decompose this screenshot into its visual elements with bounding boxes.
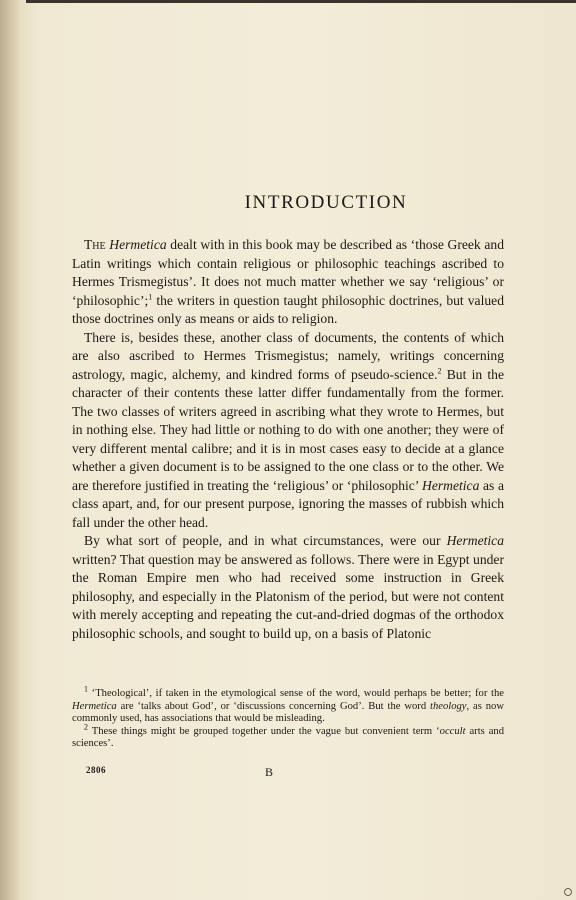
text-run: are ‘talks about God’, or ‘discussions concerning God’. But the word	[116, 700, 431, 712]
paragraph-3	[72, 532, 504, 643]
footnote-2	[72, 722, 504, 751]
footnote-marker: 1	[84, 684, 88, 694]
footnote-marker: 1	[148, 291, 153, 301]
footnote-marker: 2	[437, 365, 442, 375]
footnotes	[72, 684, 505, 751]
text-run: There is, besides these, another class of documents, the contents of which are also ascribed to Hermes Trismegistus; namely, writings concerning astrology, magic, alchemy, and kindred forms of pseudo-science.	[72, 329, 504, 382]
printer-number: 2806	[86, 765, 106, 775]
paragraph-2	[72, 329, 504, 533]
text-run: Hermetica	[446, 533, 504, 548]
text-run: Hermetica	[422, 477, 480, 493]
text-run: , as now commonly used, has associations that would be misleading.	[72, 700, 505, 725]
text-run: ‘Theological’, if taken in the etymological sense of the word, would perhaps be better; for the	[88, 688, 504, 699]
text-run: theology	[430, 700, 467, 712]
text-run: the writers in question taught philosophic doctrines, but valued those doctrines only as means or aids to religion.	[72, 292, 504, 326]
page-gutter-shadow	[0, 0, 20, 900]
text-run: occult	[439, 725, 466, 737]
paragraph-1	[72, 236, 504, 329]
text-run: The	[84, 237, 106, 252]
text-run: Hermetica	[109, 237, 167, 252]
text-run: Hermetica	[72, 700, 117, 712]
text-run: By what sort of people, and in what circumstances, were our	[84, 533, 447, 548]
main-text	[72, 236, 504, 643]
text-run: dealt with in this book may be described as ‘those Greek and Latin writings which contain religious or philosophic teachings ascribed to Hermes Trismegistus’. It does not much matter whether we say ‘religious’ or ‘philosophic’;	[72, 237, 504, 308]
footnote-1	[72, 684, 505, 726]
page-footer	[86, 765, 506, 781]
text-run: But in the character of their contents these latter differ fundamentally from the former. The two classes of writers agreed in ascribing what they wrote to Hermes, but in nothing else. They had little or nothing to do with one another; they were of very different mental calibre; and it is in most cases easy to decide at a glance whether a given document is to be assigned to the one class or to the other. We are therefore justified in treating the ‘religious’ or ‘philosophic’	[72, 366, 504, 493]
corner-mark	[564, 888, 572, 896]
text-run: written? That question may be answered as follows. There were in Egypt under the Roman Empire men who had received some instruction in Greek philosophy, and especially in the Platonism of the period, but were not content with merely accepting and repeating the cut-and-dried dogmas of the orthodox philosophic schools, and sought to build up, on a basis of Platonic	[72, 551, 504, 641]
footnote-marker: 2	[84, 722, 88, 732]
signature-mark: B	[265, 765, 274, 779]
text-run: These things might be grouped together under the vague but convenient term ‘	[88, 725, 440, 737]
chapter-heading: INTRODUCTION	[244, 192, 408, 213]
text-run: arts and sciences’.	[72, 725, 504, 750]
text-run: as a class apart, and, for our present purpose, ignoring the masses of rubbish which fall under the other head.	[72, 477, 505, 530]
top-page-edge	[26, 0, 576, 3]
